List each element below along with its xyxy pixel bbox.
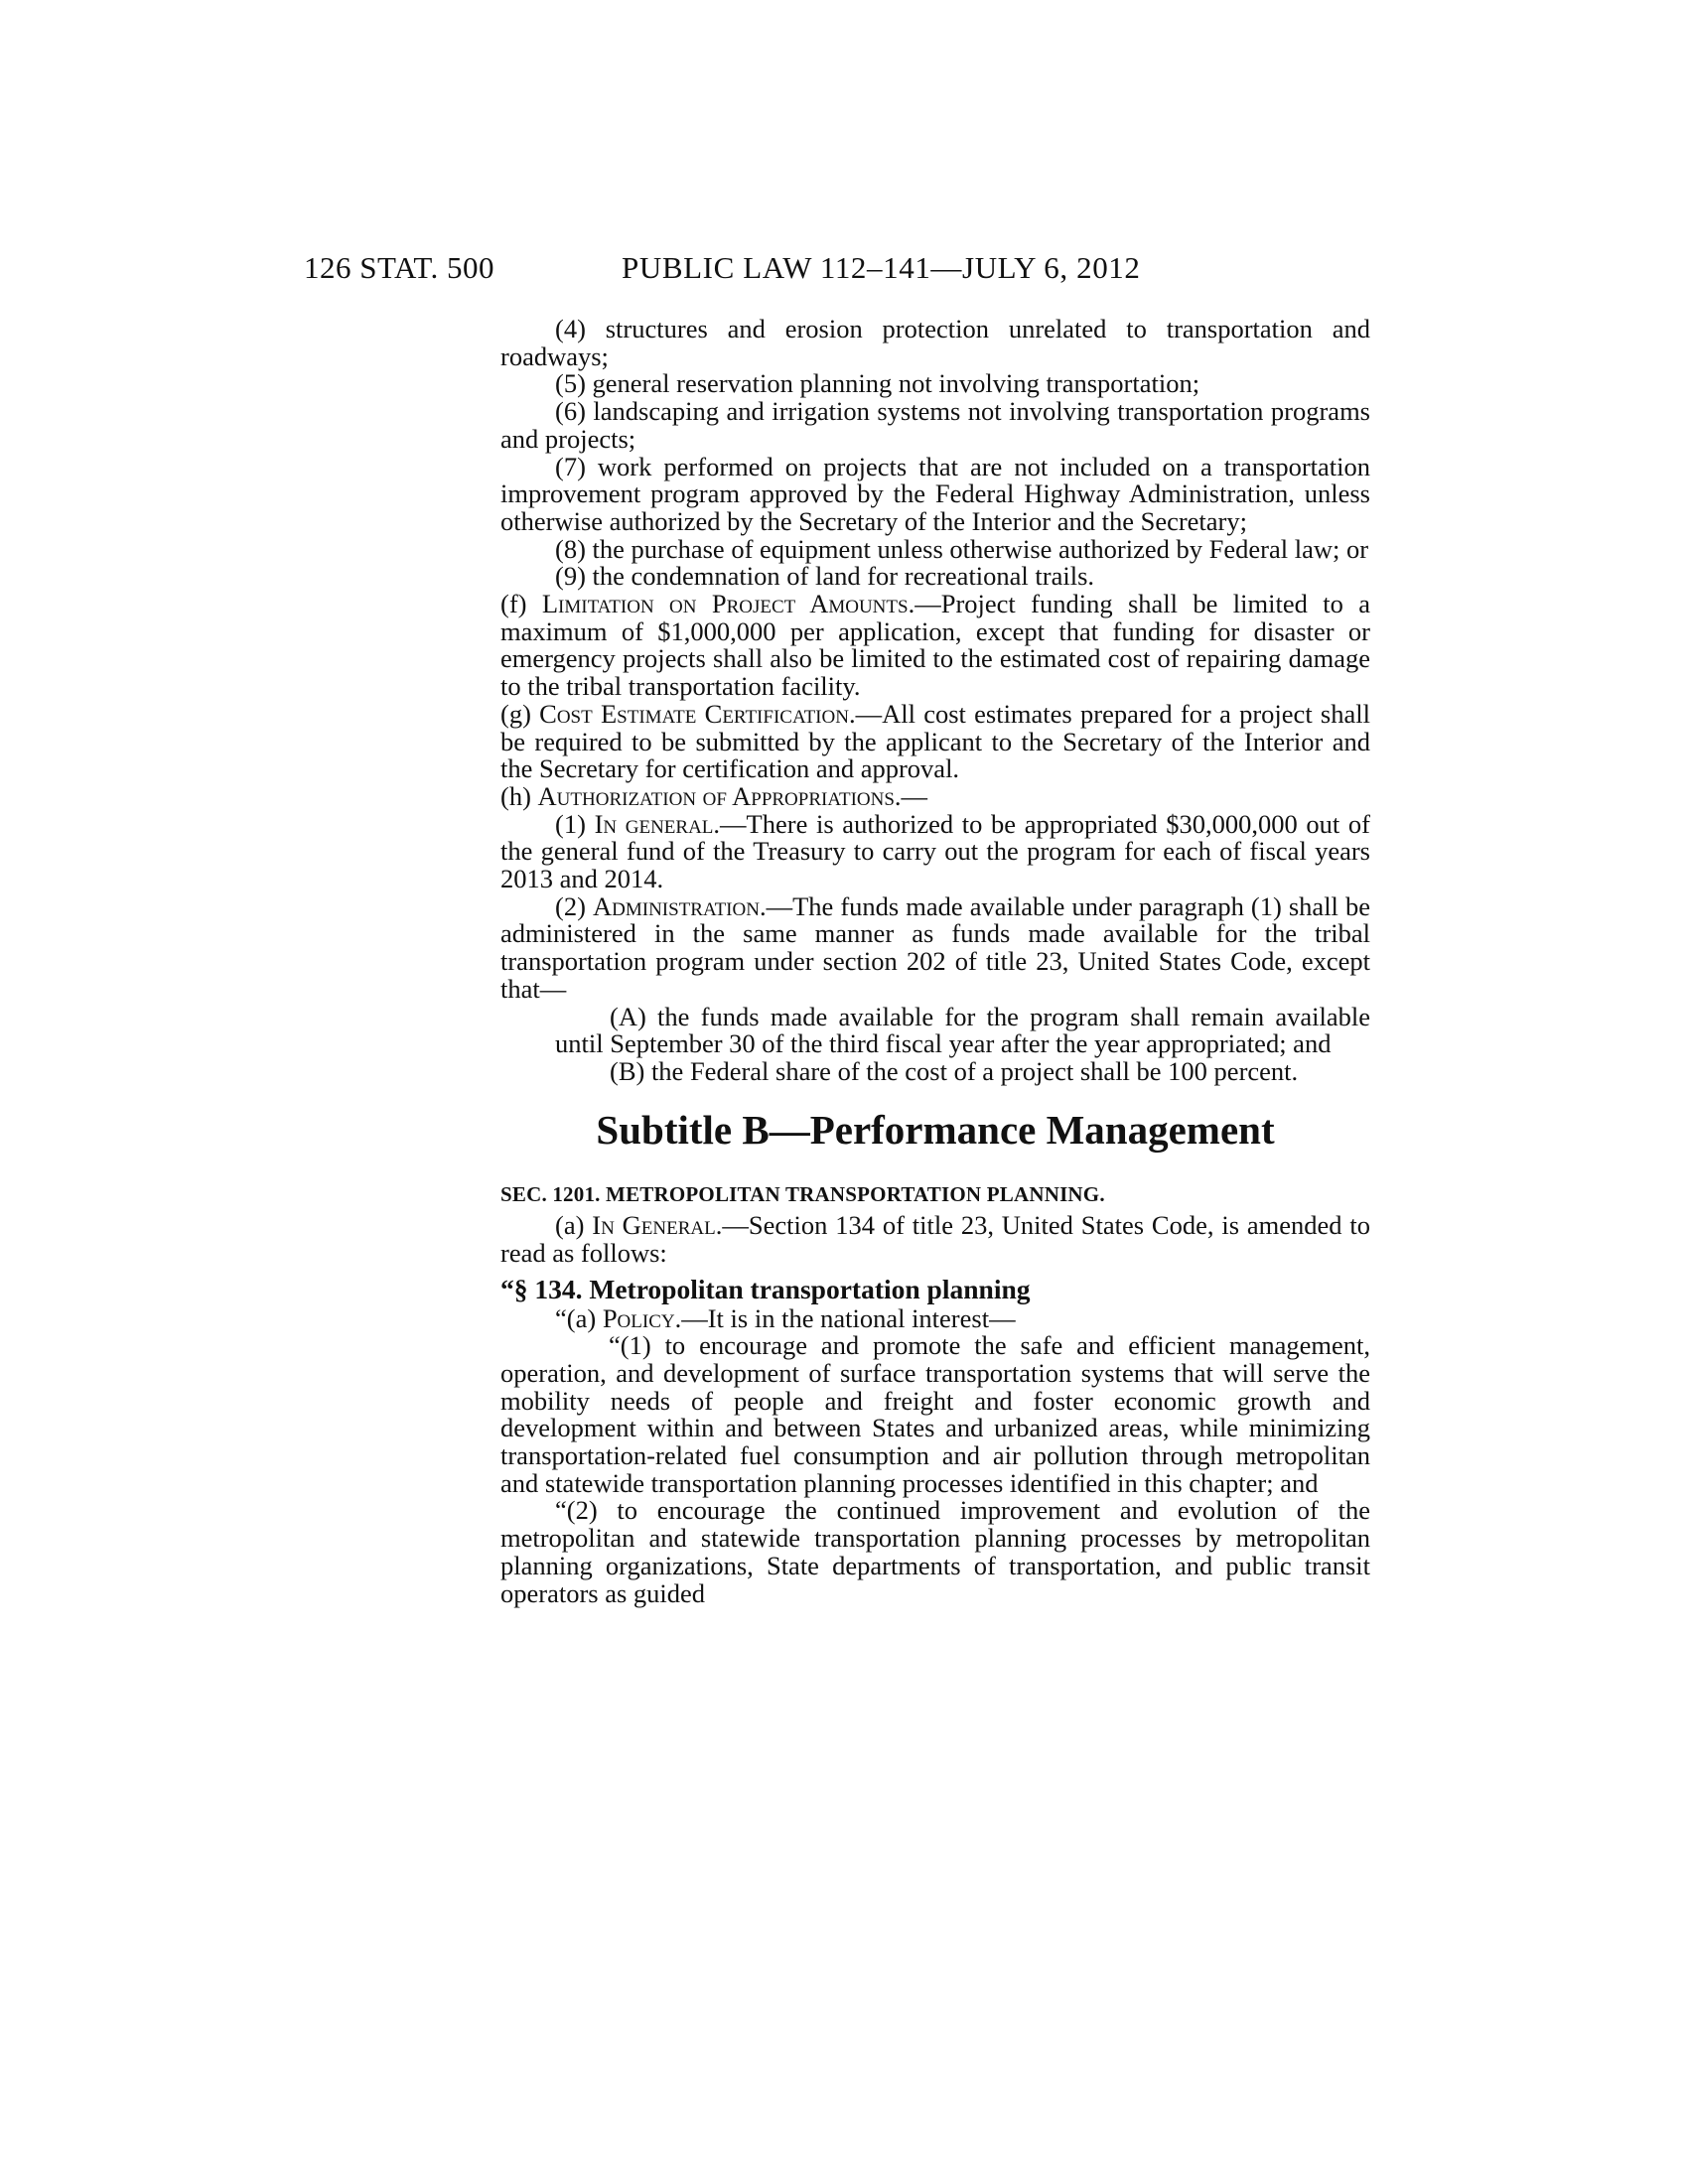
section-1201-a: [500, 1212, 1370, 1267]
subtitle-heading: Subtitle B—Performance Management: [596, 1106, 1275, 1153]
subsection-g-label: (g): [500, 698, 540, 729]
list-item-6: (6) landscaping and irrigation systems not involving transportation programs and projects;: [500, 396, 1370, 454]
paragraph-h1-title: In general: [594, 808, 714, 839]
subsection-g-title: Cost Estimate Certification: [539, 698, 849, 729]
paragraph-h2-text: .—The funds made available under paragraph (1) shall be administered in the same manner as funds made available for the tribal transportation program under section 202 of title 23, United States Code, except that—: [500, 890, 1371, 1004]
paragraph-h1-label: (1): [555, 808, 595, 839]
subparagraph-A: (A) the funds made available for the program shall remain available until September 30 of the third fiscal year after the year appropriated; and: [555, 1001, 1370, 1059]
subsection-f-title: Limitation on Project Amounts: [541, 589, 909, 619]
section-134-a-text: .—It is in the national interest—: [674, 1302, 1016, 1333]
document-body: [500, 316, 1370, 1607]
section-134-a-label: “(a): [555, 1302, 603, 1333]
subsection-h-label: (h): [500, 780, 538, 811]
subsection-f: [500, 591, 1370, 701]
section-134-a: [500, 1302, 1370, 1333]
subsection-h-title: Authorization of Appropriations: [537, 780, 895, 811]
section-134-a1: “(1) to encourage and promote the safe and efficient management, operation, and development of surface transportation systems that will serve the mobility needs of people and freight and foster economic growth and development within and between States and urbanized areas, while minimizing transportation-related fuel consumption and air pollution through metropolitan and statewide transportation planning processes identified in this chapter; and: [500, 1330, 1370, 1498]
list-item-4: (4) structures and erosion protection unrelated to transportation and roadways;: [500, 314, 1370, 371]
page-citation: 126 STAT. 500: [304, 250, 495, 285]
section-1201-a-text: .—Section 134 of title 23, United States Code, is amended to read as follows:: [500, 1210, 1370, 1269]
subsection-g: [500, 698, 1370, 784]
paragraph-h1-text: .—There is authorized to be appropriated $30,000,000 out of the general fund of the Treasury to carry out the program for each of fiscal years 2013 and 2014.: [500, 808, 1371, 894]
list-item-8: (8) the purchase of equipment unless otherwise authorized by Federal law; or: [555, 533, 1369, 564]
subparagraph-B: (B) the Federal share of the cost of a project shall be 100 percent.: [610, 1055, 1299, 1086]
subsection-f-text: .—Project funding shall be limited to a maximum of $1,000,000 per application, except that funding for disaster or emergency projects shall also be limited to the estimated cost of repairing damage to the tribal transportation facility.: [500, 589, 1370, 702]
paragraph-h1: [500, 808, 1371, 894]
running-head: PUBLIC LAW 112–141—JULY 6, 2012: [622, 250, 1141, 285]
section-1201-a-title: In General: [592, 1210, 716, 1241]
list-item-9: (9) the condemnation of land for recreational trails.: [555, 561, 1095, 592]
subsection-h-text: .—: [894, 780, 928, 811]
paragraph-h2-title: Administration: [592, 890, 760, 921]
section-134-a2: “(2) to encourage the continued improvement and evolution of the metropolitan and statewide transportation planning processes by metropolitan planning organizations, State departments of transportation, and public transit operators as guided: [500, 1495, 1370, 1608]
subsection-h: [500, 780, 1370, 811]
subsection-g-text: .—All cost estimates prepared for a project shall be required to be submitted by the applicant to the Secretary of the Interior and the Secretary for certification and approval.: [500, 698, 1370, 784]
subsection-f-label: (f): [500, 589, 542, 619]
section-1201-a-label: (a): [555, 1210, 593, 1241]
section-134-a-title: Policy: [602, 1302, 675, 1333]
section-134-heading: “§ 134. Metropolitan transportation planning: [500, 1273, 1031, 1304]
section-1201-heading: SEC. 1201. METROPOLITAN TRANSPORTATION PLANNING.: [500, 1181, 1105, 1206]
list-item-7: (7) work performed on projects that are not included on a transportation improvement program approved by the Federal Highway Administration, unless otherwise authorized by the Secretary of the Interior and the Secretary;: [500, 451, 1370, 536]
paragraph-h2-label: (2): [555, 890, 593, 921]
list-item-5: (5) general reservation planning not involving transportation;: [555, 368, 1200, 399]
paragraph-h2: [500, 890, 1371, 1004]
